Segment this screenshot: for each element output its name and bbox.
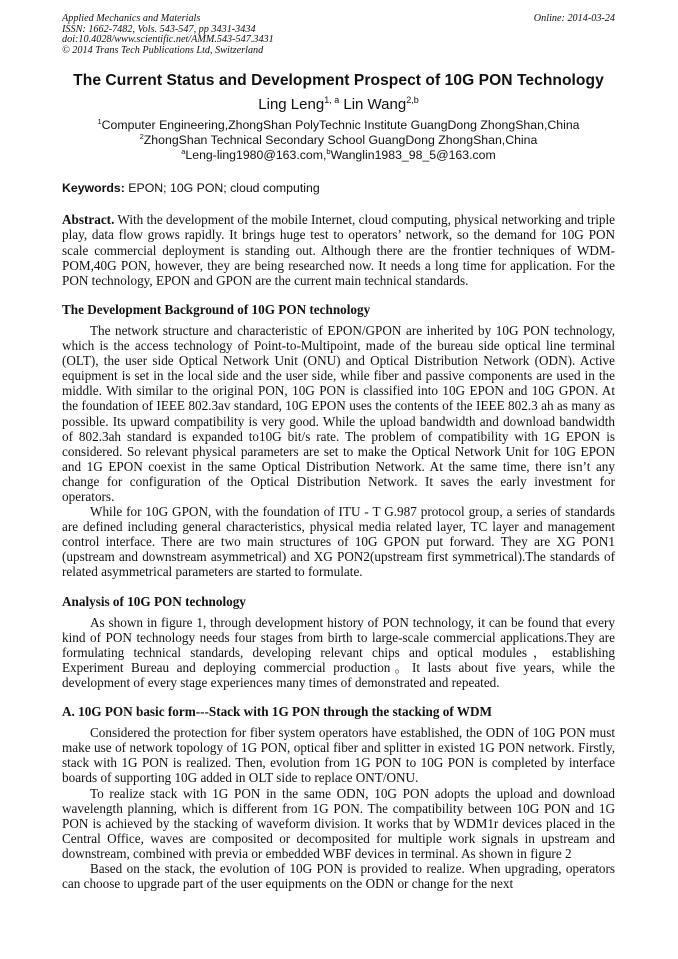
keywords-text: EPON; 10G PON; cloud computing — [124, 181, 320, 196]
author-name: Lin Wang — [343, 96, 407, 114]
email-superscript: b — [326, 147, 331, 157]
issn-line: ISSN: 1662-7482, Vols. 543-547, pp 3431-3434 — [62, 23, 256, 35]
author-superscript: 2,b — [406, 95, 419, 106]
publication-header — [62, 14, 615, 56]
affiliation-superscript: 2 — [139, 132, 144, 142]
email-address: Leng-ling1980@163.com, — [185, 148, 327, 163]
email-address: Wanglin1983_98_5@163.com — [330, 148, 496, 163]
affiliation-text: Computer Engineering,ZhongShan PolyTechnic Institute GuangDong ZhongShan,China — [101, 118, 580, 133]
affiliations — [62, 118, 615, 163]
section-heading: The Development Background of 10G PON technology — [62, 301, 371, 317]
paper-title: The Current Status and Development Prospect of 10G PON Technology — [73, 72, 604, 90]
keywords-label: Keywords: — [62, 181, 125, 196]
email-superscript: a — [181, 147, 186, 157]
author-line — [62, 96, 615, 113]
online-date: Online: 2014-03-24 — [533, 13, 615, 24]
paper-page — [62, 14, 615, 891]
abstract-text: With the development of the mobile Internet, cloud computing, physical networking and triple play, data flow grows rapidly. It brings huge test to operators’ network, so the demand for 10G PON scale commercial deployment is standing out. Although there are the frontier techniques of WDM-POM,40G PON, however, they are being researched now. It needs a long time for application. For the PON technology, EPON and GPON are the current main technical standards. — [62, 212, 615, 288]
journal-name: Applied Mechanics and Materials — [62, 13, 201, 24]
body-paragraph: Considered the protection for fiber system operators have established, the ODN of 10G PON must make use of network topology of 1G PON, optical fiber and splitter in existed 1G PON network. Firstly, stack with 1G PON is realized. Then, evolution from 1G PON to 10G PON is completed by interface boards of supporting 10G added in OLT side to replace ONT/ONU. — [62, 725, 615, 786]
author-superscript: 1, a — [324, 95, 340, 106]
doi-line: doi:10.4028/www.scientific.net/AMM.543-547.3431 — [62, 34, 274, 46]
abstract — [62, 212, 615, 287]
author-name: Ling Leng — [258, 96, 325, 114]
affiliation-line — [62, 133, 615, 148]
body-paragraph: As shown in figure 1, through development history of PON technology, it can be found that every kind of PON technology needs four stages from birth to large-scale commercial applications.They are formulating technical standards, developing relevant chips and optical modules，establishing Experiment Bureau and deploying commercial production。It lasts about five years, while the development of every stage experiences many times of demonstrated and repeated. — [62, 614, 615, 690]
email-line — [62, 148, 615, 163]
body-paragraph: While for 10G GPON, with the foundation of ITU - T G.987 protocol group, a series of standards are defined including general characteristics, physical media related layer, TC layer and management control interface. There are two main structures of 10G GPON put forward. They are XG PON1 (upstream and downstream asymmetrical) and XG PON2(upstream first symmetrical).The standards of related asymmetrical parameters are started to formulate. — [62, 504, 615, 580]
body-paragraph: Based on the stack, the evolution of 10G PON is provided to realize. When upgrading, operators can choose to upgrade part of the user equipments on the ODN or change for the next — [62, 861, 615, 892]
body-paragraph: To realize stack with 1G PON in the same ODN, 10G PON adopts the upload and download wavelength planning, which is different from 1G PON. The compatibility between 10G PON and 1G PON is achieved by the stacking of waveform division. It works that by WDM1r devices placed in the Central Office, waves are composited or decomposited for multiple work signals in upstream and downstream, combined with previa or embedded WBF devices in terminal. As shown in figure 2 — [62, 785, 615, 861]
body-paragraph: The network structure and characteristic of EPON/GPON are inherited by 10G PON technology, which is the access technology of Point-to-Multipoint, made of the bureau side optical line terminal (OLT), the user side Optical Network Unit (ONU) and Optical Distribution Network (ODN). Active equipment is set in the local side and the user side, while fiber and passive components are used in the middle. With similar to the original PON, 10G PON is classified into 10G EPON and 10G GPON. At the foundation of IEEE 802.3av standard, 10G EPON uses the contents of the IEEE 802.3 ah as many as possible. Its upward compatibility is very good. While the upload bandwidth and download bandwidth of 802.3ah standard is expanded to10G bit/s rate. The problem of compatibility with 1G EPON is considered. So relevant physical parameters are set to make the Optical Network Unit for 10G EPON and 1G EPON coexist in the same Optical Distribution Network. At the same time, there isn’t any change for configuration of the Optical Distribution Network. It saves the early investment for operators. — [62, 322, 615, 504]
section-heading: Analysis of 10G PON technology — [62, 593, 246, 609]
affiliation-text: ZhongShan Technical Secondary School GuangDong ZhongShan,China — [143, 133, 538, 148]
abstract-label: Abstract. — [62, 212, 115, 228]
section-heading: A. 10G PON basic form---Stack with 1G PON through the stacking of WDM — [62, 704, 492, 720]
affiliation-superscript: 1 — [97, 117, 102, 127]
affiliation-line — [62, 118, 615, 133]
copyright-line: © 2014 Trans Tech Publications Ltd, Switzerland — [62, 44, 264, 56]
keywords — [62, 181, 615, 195]
